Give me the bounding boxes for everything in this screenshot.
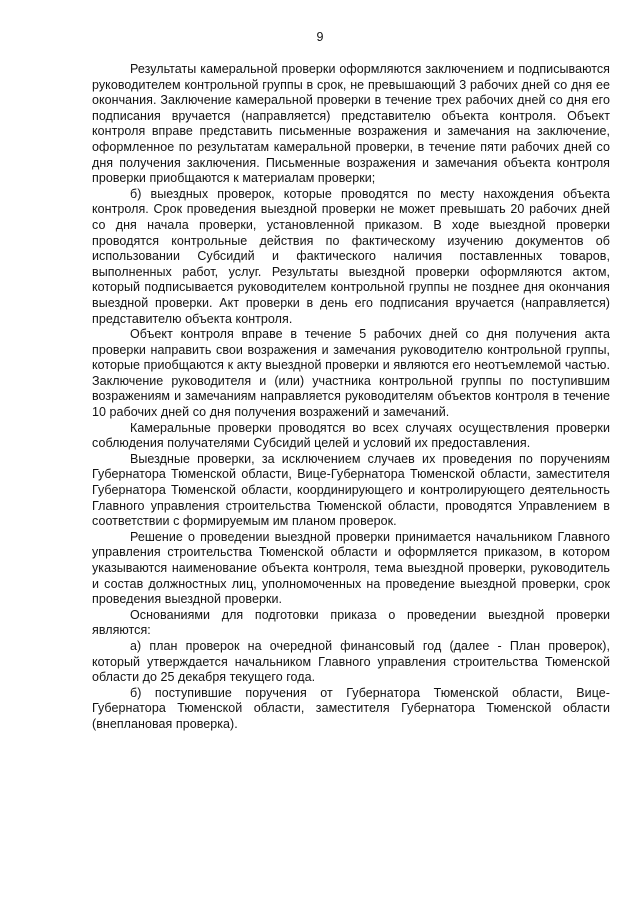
paragraph-desk-audit-results: Результаты камеральной проверки оформляются заключением и подписываются руководителем контрольной группы в срок, не превышающий 3 рабочих дней со дня ее окончания. Заключение камеральной проверки в течение трех рабочих дней со дня его подписания вручается (направляется) представителю объекта контроля. Объект контроля вправе представить письменные возражения и замечания на заключение, оформленное по результатам камеральной проверки, в течение пяти рабочих дней со дня получения заключения. Письменные возражения и замечания объекта контроля проверки приобщаются к материалам проверки; <box>92 62 610 186</box>
paragraph-field-audits: б) выездных проверок, которые проводятся по месту нахождения объекта контроля. Срок проведения выездной проверки не может превышать 20 рабочих дней со дня начала проверки, установленной приказом. В ходе выездной проверки проводятся контрольные действия по фактическому изучению документов об использовании Субсидий и фактического наличия поставленных товаров, выполненных работ, услуг. Результаты выездной проверки оформляются актом, который подписывается руководителем контрольной группы не позднее дня окончания выездной проверки. Акт проверки в день его подписания вручается (направляется) представителю объекта контроля. <box>92 186 610 326</box>
paragraph-grounds-intro: Основаниями для подготовки приказа о проведении выездной проверки являются: <box>92 607 610 638</box>
paragraph-objections: Объект контроля вправе в течение 5 рабочих дней со дня получения акта проверки направить свои возражения и замечания руководителю контрольной группы, которые приобщаются к акту выездной проверки и являются его неотъемлемой частью. Заключение руководителя и (или) участника контрольной группы по поступившим возражениям и замечаниям направляется руководителям объектов контроля в течение 10 рабочих дней со дня получения возражений и замечаний. <box>92 327 610 420</box>
paragraph-grounds-b: б) поступившие поручения от Губернатора Тюменской области, Вице-Губернатора Тюменской области, заместителя Губернатора Тюменской области (внеплановая проверка). <box>92 685 610 731</box>
paragraph-grounds-a: а) план проверок на очередной финансовый год (далее - План проверок), который утверждается начальником Главного управления строительства Тюменской области до 25 декабря текущего года. <box>92 638 610 685</box>
page-number: 9 <box>316 30 324 44</box>
document-body <box>92 62 610 733</box>
paragraph-desk-audits-scope: Камеральные проверки проводятся во всех случаях осуществления проверки соблюдения получателями Субсидий целей и условий их предоставления. <box>92 420 610 451</box>
paragraph-field-audits-plan: Выездные проверки, за исключением случаев их проведения по поручениям Губернатора Тюменской области, Вице-Губернатора Тюменской области, заместителя Губернатора Тюменской области, координирующего и контролирующего деятельность Главного управления строительства Тюменской области, проводятся Управлением в соответствии с формируемым им планом проверок. <box>92 451 610 529</box>
paragraph-audit-decision: Решение о проведении выездной проверки принимается начальником Главного управления строительства Тюменской области и оформляется приказом, в котором указываются наименование объекта контроля, тема выездной проверки, руководитель и состав должностных лиц, уполномоченных на проведение выездной проверки, срок проведения выездной проверки. <box>92 529 610 607</box>
